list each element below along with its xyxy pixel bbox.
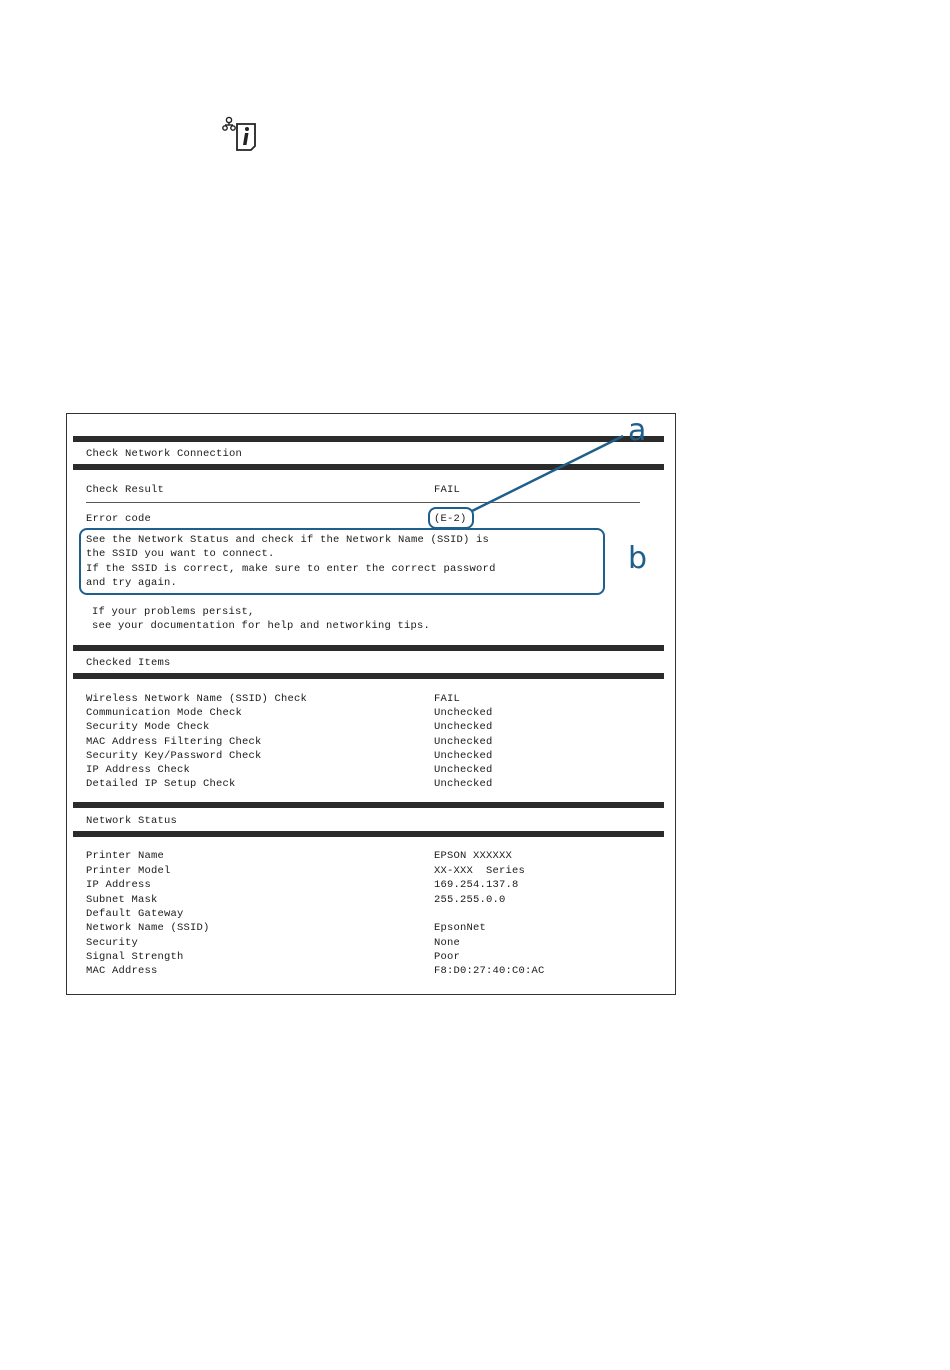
network-connection-report <box>66 413 676 995</box>
network-status-value: EpsonNet <box>434 922 487 934</box>
checked-item-value: Unchecked <box>434 778 493 790</box>
checked-item-label: Communication Mode Check <box>86 707 243 719</box>
message-line: See the Network Status and check if the Network Name (SSID) is <box>86 534 490 546</box>
checked-item-label: Security Key/Password Check <box>86 750 262 762</box>
callout-a-label: a <box>628 413 647 448</box>
network-status-value: Poor <box>434 951 461 963</box>
checked-item-label: IP Address Check <box>86 764 191 776</box>
checked-item-value: FAIL <box>434 693 461 705</box>
network-status-label: Printer Model <box>86 865 171 877</box>
checked-item-value: Unchecked <box>434 736 493 748</box>
check-result-label: Check Result <box>86 484 165 496</box>
network-status-value: F8:D0:27:40:C0:AC <box>434 965 545 977</box>
divider-line <box>86 502 640 503</box>
divider-bar <box>73 831 664 837</box>
network-status-label: Subnet Mask <box>86 894 158 906</box>
checked-item-value: Unchecked <box>434 721 493 733</box>
check-result-value: FAIL <box>434 484 461 496</box>
checked-item-label: Wireless Network Name (SSID) Check <box>86 693 308 705</box>
network-status-label: Network Name (SSID) <box>86 922 210 934</box>
message-line: If the SSID is correct, make sure to enter the correct password <box>86 563 496 575</box>
persist-line: see your documentation for help and networking tips. <box>92 620 431 632</box>
network-status-value: 169.254.137.8 <box>434 879 519 891</box>
checked-item-value: Unchecked <box>434 764 493 776</box>
message-line: and try again. <box>86 577 178 589</box>
error-code-value: (E-2) <box>434 513 467 525</box>
divider-bar <box>73 645 664 651</box>
network-status-value: None <box>434 937 461 949</box>
message-line: the SSID you want to connect. <box>86 548 275 560</box>
callout-b-box <box>79 528 605 595</box>
error-code-label: Error code <box>86 513 152 525</box>
divider-bar <box>73 673 664 679</box>
network-status-label: Signal Strength <box>86 951 184 963</box>
checked-items-header: Checked Items <box>86 657 171 669</box>
checked-item-label: Detailed IP Setup Check <box>86 778 236 790</box>
network-info-icon <box>222 116 258 152</box>
network-status-label: Printer Name <box>86 850 165 862</box>
network-status-value: XX-XXX Series <box>434 865 526 877</box>
checked-item-value: Unchecked <box>434 707 493 719</box>
callout-a-box <box>428 507 474 529</box>
network-status-label: Security <box>86 937 139 949</box>
network-status-label: IP Address <box>86 879 152 891</box>
network-status-label: Default Gateway <box>86 908 184 920</box>
network-status-label: MAC Address <box>86 965 158 977</box>
divider-bar <box>73 464 664 470</box>
divider-bar <box>73 436 664 442</box>
checked-item-label: Security Mode Check <box>86 721 210 733</box>
checked-item-value: Unchecked <box>434 750 493 762</box>
checked-item-label: MAC Address Filtering Check <box>86 736 262 748</box>
network-status-value: 255.255.0.0 <box>434 894 506 906</box>
persist-line: If your problems persist, <box>92 606 255 618</box>
divider-bar <box>73 802 664 808</box>
callout-b-label: b <box>628 541 648 576</box>
network-status-value: EPSON XXXXXX <box>434 850 513 862</box>
network-status-header: Network Status <box>86 815 178 827</box>
report-title: Check Network Connection <box>86 448 243 460</box>
